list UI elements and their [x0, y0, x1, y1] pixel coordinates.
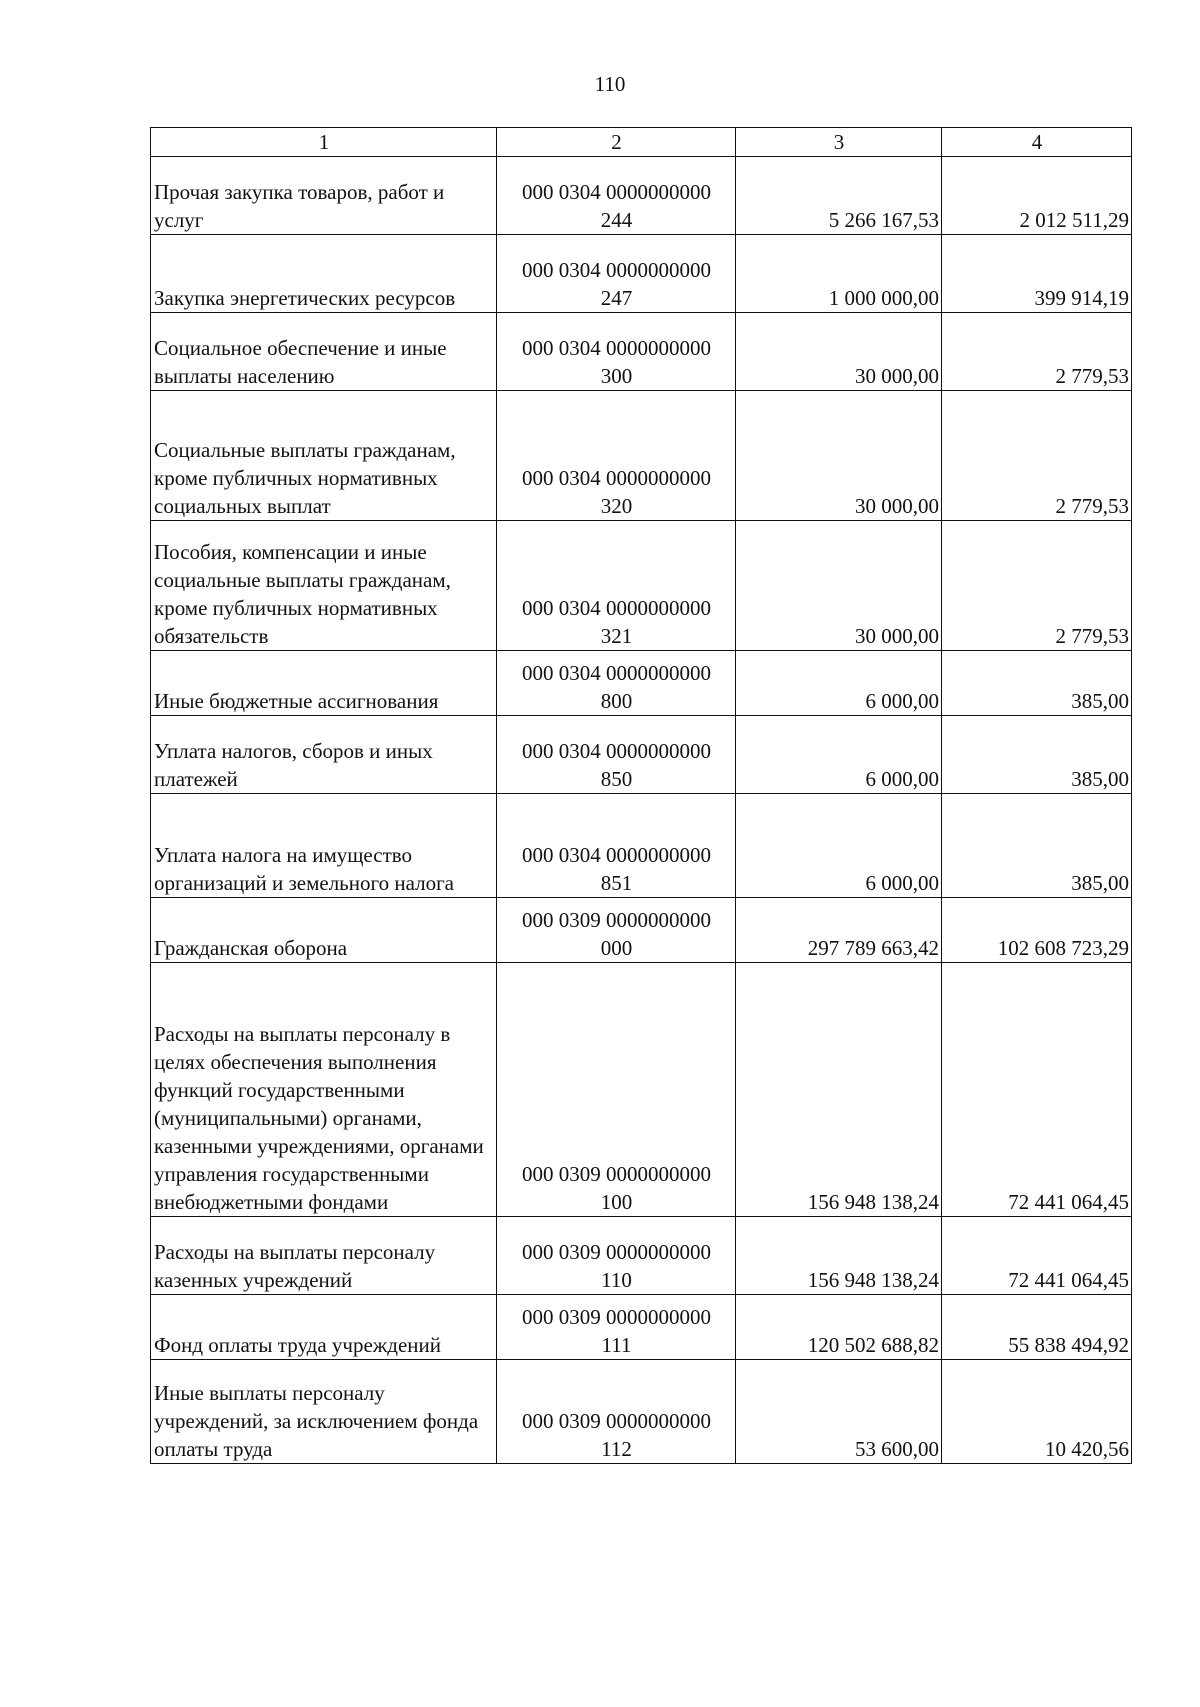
row-code-bottom: 320: [600, 494, 633, 518]
row-value-col4: 10 420,56: [942, 1360, 1132, 1464]
row-code-bottom: 850: [600, 767, 633, 791]
budget-table: [150, 127, 1132, 1464]
row-value-col4: 2 779,53: [942, 391, 1132, 521]
row-code-bottom: 100: [600, 1190, 633, 1214]
row-code-bottom: 800: [600, 689, 633, 713]
row-value-col3: 297 789 663,42: [736, 898, 942, 963]
row-code: [497, 1217, 736, 1295]
row-value-col4: 55 838 494,92: [942, 1295, 1132, 1360]
row-code-top: 000 0304 0000000000: [522, 336, 711, 360]
row-code: [497, 235, 736, 313]
row-code-bottom: 111: [601, 1333, 632, 1357]
row-code-bottom: 851: [600, 871, 633, 895]
row-value-col4: 2 012 511,29: [942, 157, 1132, 235]
row-code-bottom: 112: [601, 1437, 632, 1461]
row-value-col4: 102 608 723,29: [942, 898, 1132, 963]
table-row: [151, 1217, 1132, 1295]
row-code-bottom: 244: [600, 208, 633, 232]
row-value-col3: 156 948 138,24: [736, 963, 942, 1217]
header-col-3: 3: [736, 128, 942, 157]
row-code: [497, 1295, 736, 1360]
row-name: Фонд оплаты труда учреждений: [151, 1295, 497, 1360]
row-value-col4: 2 779,53: [942, 521, 1132, 651]
row-code-bottom: 247: [600, 286, 633, 310]
table-row: [151, 1295, 1132, 1360]
row-value-col4: 2 779,53: [942, 313, 1132, 391]
row-code-top: 000 0309 0000000000: [522, 1409, 711, 1433]
table-row: [151, 391, 1132, 521]
row-code-bottom: 000: [600, 936, 633, 960]
row-name: Социальное обеспечение и иные выплаты населению: [151, 313, 497, 391]
row-name: Социальные выплаты гражданам, кроме публичных нормативных социальных выплат: [151, 391, 497, 521]
row-code: [497, 716, 736, 794]
row-name: Расходы на выплаты персоналу в целях обеспечения выполнения функций государственными (муниципальными) органами, казенными учреждениями, органами управления государственными внебюджетными фондами: [151, 963, 497, 1217]
row-code: [497, 313, 736, 391]
row-value-col3: 1 000 000,00: [736, 235, 942, 313]
row-value-col3: 30 000,00: [736, 521, 942, 651]
row-value-col3: 6 000,00: [736, 651, 942, 716]
row-name: Пособия, компенсации и иные социальные выплаты гражданам, кроме публичных нормативных обязательств: [151, 521, 497, 651]
row-code-top: 000 0304 0000000000: [522, 739, 711, 763]
row-code-top: 000 0309 0000000000: [522, 908, 711, 932]
row-name: Иные бюджетные ассигнования: [151, 651, 497, 716]
row-code: [497, 1360, 736, 1464]
row-code: [497, 794, 736, 898]
row-code: [497, 898, 736, 963]
row-value-col3: 156 948 138,24: [736, 1217, 942, 1295]
table-row: [151, 794, 1132, 898]
table-header-row: [151, 128, 1132, 157]
row-name: Гражданская оборона: [151, 898, 497, 963]
row-name: Уплата налогов, сборов и иных платежей: [151, 716, 497, 794]
row-value-col4: 385,00: [942, 794, 1132, 898]
row-value-col3: 30 000,00: [736, 313, 942, 391]
row-value-col4: 385,00: [942, 651, 1132, 716]
row-code-top: 000 0304 0000000000: [522, 843, 711, 867]
row-code: [497, 651, 736, 716]
row-value-col3: 5 266 167,53: [736, 157, 942, 235]
header-col-4: 4: [942, 128, 1132, 157]
row-name: Расходы на выплаты персоналу казенных учреждений: [151, 1217, 497, 1295]
row-value-col4: 72 441 064,45: [942, 1217, 1132, 1295]
row-value-col4: 385,00: [942, 716, 1132, 794]
table-row: [151, 898, 1132, 963]
row-name: Прочая закупка товаров, работ и услуг: [151, 157, 497, 235]
row-value-col3: 120 502 688,82: [736, 1295, 942, 1360]
table-row: [151, 963, 1132, 1217]
table-row: [151, 716, 1132, 794]
table-row: [151, 313, 1132, 391]
page-number: 110: [594, 72, 626, 96]
table-row: [151, 521, 1132, 651]
row-value-col4: 399 914,19: [942, 235, 1132, 313]
row-code: [497, 391, 736, 521]
row-code: [497, 521, 736, 651]
row-name: Уплата налога на имущество организаций и земельного налога: [151, 794, 497, 898]
table-row: [151, 651, 1132, 716]
table-row: [151, 157, 1132, 235]
table-row: [151, 1360, 1132, 1464]
row-name: Иные выплаты персоналу учреждений, за исключением фонда оплаты труда: [151, 1360, 497, 1464]
header-col-2: 2: [497, 128, 736, 157]
table-row: [151, 235, 1132, 313]
row-code-top: 000 0304 0000000000: [522, 596, 711, 620]
row-code: [497, 963, 736, 1217]
row-code-top: 000 0304 0000000000: [522, 466, 711, 490]
row-code-bottom: 321: [600, 624, 633, 648]
row-code-top: 000 0304 0000000000: [522, 180, 711, 204]
row-value-col3: 30 000,00: [736, 391, 942, 521]
row-code-bottom: 300: [600, 364, 633, 388]
row-value-col3: 6 000,00: [736, 794, 942, 898]
row-value-col4: 72 441 064,45: [942, 963, 1132, 1217]
row-value-col3: 6 000,00: [736, 716, 942, 794]
row-code-top: 000 0309 0000000000: [522, 1305, 711, 1329]
row-code-top: 000 0304 0000000000: [522, 258, 711, 282]
row-value-col3: 53 600,00: [736, 1360, 942, 1464]
row-code-top: 000 0304 0000000000: [522, 661, 711, 685]
row-name: Закупка энергетических ресурсов: [151, 235, 497, 313]
header-col-1: 1: [151, 128, 497, 157]
row-code-bottom: 110: [601, 1268, 632, 1292]
row-code: [497, 157, 736, 235]
row-code-top: 000 0309 0000000000: [522, 1240, 711, 1264]
row-code-top: 000 0309 0000000000: [522, 1162, 711, 1186]
